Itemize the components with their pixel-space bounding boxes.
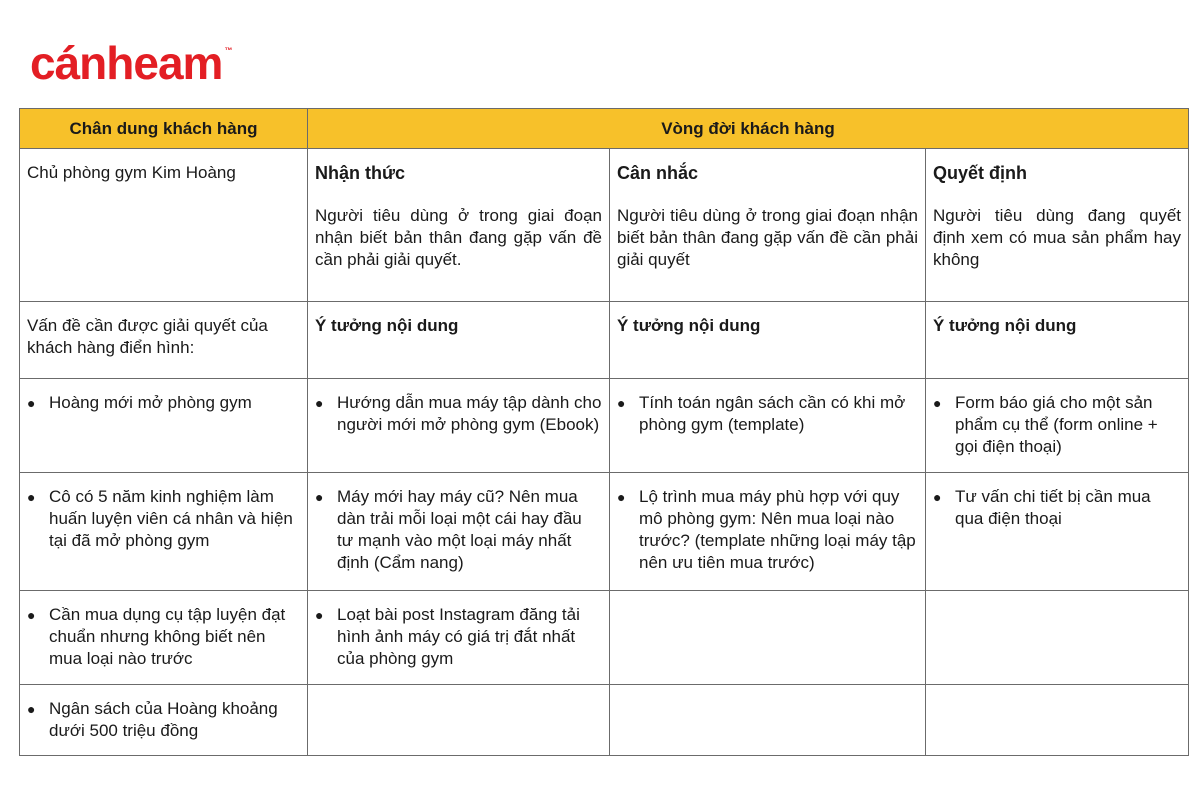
idea-label: Ý tưởng nội dung — [315, 316, 459, 335]
header-lifecycle: Vòng đời khách hàng — [308, 109, 1189, 149]
bullet-icon: ● — [27, 489, 36, 505]
problem-cell — [20, 591, 308, 685]
idea-label-row — [20, 302, 1189, 379]
header-persona: Chân dung khách hàng — [20, 109, 308, 149]
table-row — [20, 685, 1189, 756]
stage-cell-decision — [926, 149, 1189, 302]
empty-cell — [610, 591, 926, 685]
stage-row — [20, 149, 1189, 302]
table-row — [20, 473, 1189, 591]
bullet-icon: ● — [315, 395, 324, 411]
brand-logo — [30, 38, 231, 88]
idea-cell — [926, 379, 1189, 473]
idea-text: Tư vấn chi tiết bị cần mua qua điện thoại — [955, 487, 1151, 528]
table-row — [20, 591, 1189, 685]
idea-cell — [308, 591, 610, 685]
stage-cell-awareness — [308, 149, 610, 302]
problems-title: Vấn đề cần được giải quyết của khách hàng điển hình: — [27, 316, 268, 357]
problem-text: Hoàng mới mở phòng gym — [49, 393, 252, 412]
empty-cell — [308, 685, 610, 756]
idea-label: Ý tưởng nội dung — [933, 316, 1077, 335]
bullet-icon: ● — [315, 489, 324, 505]
bullet-icon: ● — [315, 607, 324, 623]
empty-cell — [926, 591, 1189, 685]
idea-cell — [610, 473, 926, 591]
bullet-icon: ● — [933, 395, 942, 411]
header-row — [20, 109, 1189, 149]
idea-text: Form báo giá cho một sản phẩm cụ thể (form online + gọi điện thoại) — [955, 393, 1158, 456]
problem-cell — [20, 685, 308, 756]
table-row — [20, 379, 1189, 473]
persona-name: Chủ phòng gym Kim Hoàng — [27, 163, 236, 182]
idea-text: Loạt bài post Instagram đăng tải hình ảnh máy có giá trị đắt nhất của phòng gym — [337, 605, 580, 668]
problem-text: Ngân sách của Hoàng khoảng dưới 500 triệu đồng — [49, 699, 278, 740]
persona-cell — [20, 149, 308, 302]
stage-title: Cân nhắc — [617, 163, 699, 183]
idea-label: Ý tưởng nội dung — [617, 316, 761, 335]
idea-cell — [610, 379, 926, 473]
idea-text: Hướng dẫn mua máy tập dành cho người mới mở phòng gym (Ebook) — [337, 393, 602, 434]
idea-cell — [926, 473, 1189, 591]
customer-journey-table-frame — [19, 108, 1188, 756]
stage-description: Người tiêu dùng ở trong giai đoạn nhận biết bản thân đang gặp vấn đề cần phải giải quyết. — [315, 206, 602, 269]
stage-cell-consideration — [610, 149, 926, 302]
empty-cell — [926, 685, 1189, 756]
bullet-icon: ● — [27, 607, 36, 623]
idea-text: Tính toán ngân sách cần có khi mở phòng gym (template) — [639, 393, 906, 434]
idea-text: Lộ trình mua máy phù hợp với quy mô phòng gym: Nên mua loại nào trước? (template những loại máy tập nên ưu tiên mua trước) — [639, 487, 916, 572]
bullet-icon: ● — [617, 395, 626, 411]
stage-title: Quyết định — [933, 163, 1027, 183]
problem-cell — [20, 473, 308, 591]
problems-title-cell — [20, 302, 308, 379]
bullet-icon: ● — [27, 701, 36, 717]
bullet-icon: ● — [617, 489, 626, 505]
stage-description: Người tiêu dùng đang quyết định xem có mua sản phẩm hay không — [933, 206, 1181, 269]
idea-label-cell — [610, 302, 926, 379]
brand-logo-text: cánheam — [30, 37, 223, 89]
idea-text: Máy mới hay máy cũ? Nên mua dàn trải mỗi loại một cái hay đầu tư mạnh vào một loại máy nhất định (Cẩm nang) — [337, 487, 582, 572]
empty-cell — [610, 685, 926, 756]
bullet-icon: ● — [27, 395, 36, 411]
problem-text: Cô có 5 năm kinh nghiệm làm huấn luyện viên cá nhân và hiện tại đã mở phòng gym — [49, 487, 293, 550]
idea-cell — [308, 379, 610, 473]
trademark-mark: ™ — [224, 46, 232, 55]
idea-label-cell — [308, 302, 610, 379]
stage-description: Người tiêu dùng ở trong giai đoạn nhận biết bản thân đang gặp vấn đề cần phải giải quyết — [617, 206, 918, 269]
problem-cell — [20, 379, 308, 473]
problem-text: Cần mua dụng cụ tập luyện đạt chuẩn nhưng không biết nên mua loại nào trước — [49, 605, 286, 668]
stage-title: Nhận thức — [315, 163, 406, 183]
bullet-icon: ● — [933, 489, 942, 505]
idea-cell — [308, 473, 610, 591]
customer-journey-table — [19, 108, 1189, 756]
idea-label-cell — [926, 302, 1189, 379]
